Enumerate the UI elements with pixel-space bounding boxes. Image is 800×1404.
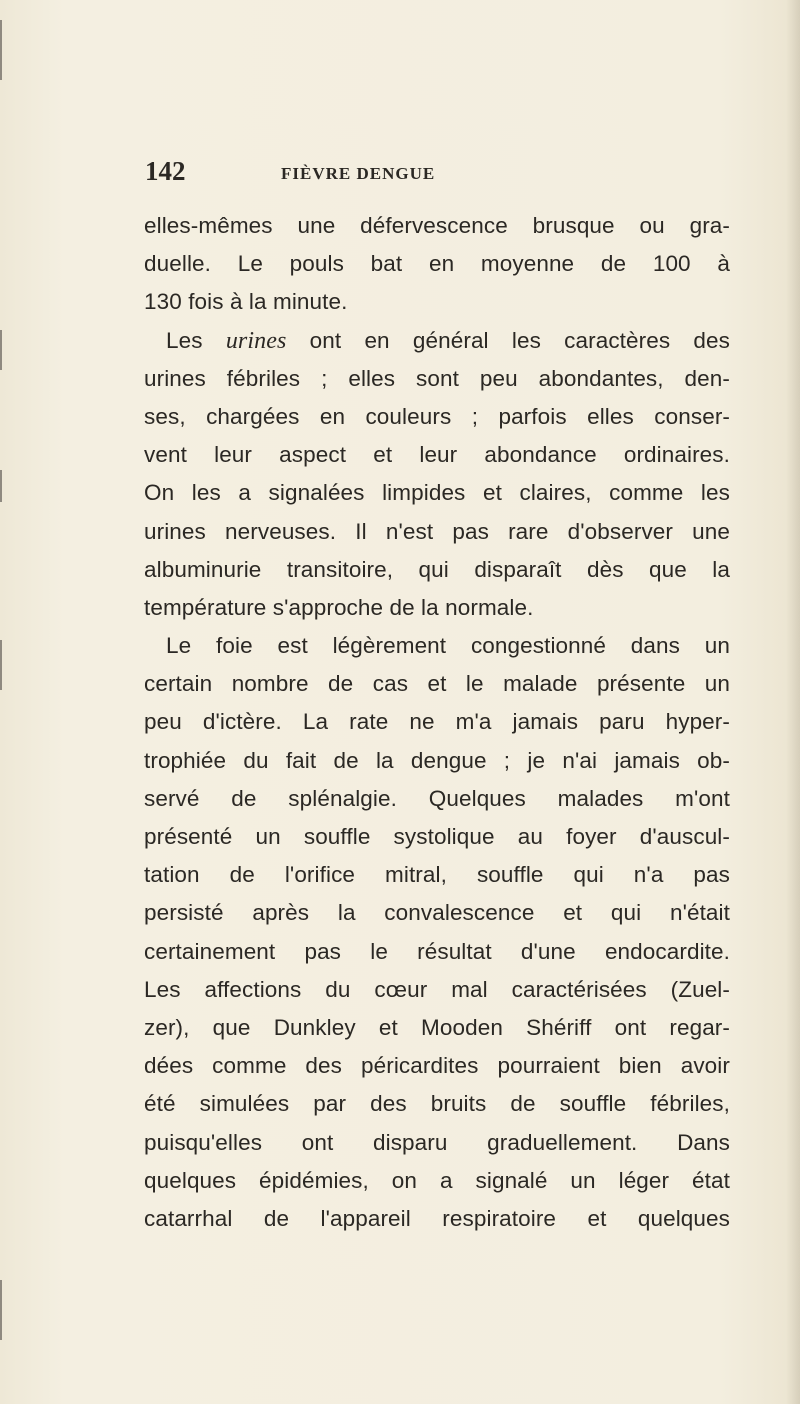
body-text	[144, 207, 730, 1238]
text-line: persisté après la convalescence et qui n'était	[144, 900, 730, 926]
text-line: urines fébriles ; elles sont peu abondantes, den-	[144, 365, 730, 391]
emphasis-urines: urines	[225, 327, 287, 354]
text-line: zer), que Dunkley et Mooden Shériff ont regar-	[144, 1014, 730, 1040]
text-line: trophiée du fait de la dengue ; je n'ai jamais ob-	[144, 747, 730, 773]
text-line: 130 fois à la minute.	[144, 289, 348, 315]
text-line: albuminurie transitoire, qui disparaît dès que la	[144, 556, 730, 582]
text-line: certain nombre de cas et le malade présente un	[144, 671, 730, 697]
page-edge-shadow	[786, 0, 800, 1404]
text-line: urines nerveuses. Il n'est pas rare d'observer une	[144, 518, 730, 544]
page-header	[145, 156, 725, 196]
text-fragment: Les	[166, 327, 226, 353]
text-line: dées comme des péricardites pourraient bien avoir	[144, 1053, 730, 1079]
running-head: FIÈVRE DENGUE	[281, 164, 436, 183]
binding-mark	[0, 1280, 2, 1340]
text-line-with-emphasis	[144, 322, 730, 360]
text-line: puisqu'elles ont disparu graduellement. Dans	[144, 1129, 730, 1155]
binding-mark	[0, 330, 2, 370]
binding-mark	[0, 470, 2, 502]
text-line: quelques épidémies, on a signalé un léger état	[144, 1167, 730, 1193]
binding-mark	[0, 20, 2, 80]
text-line: duelle. Le pouls bat en moyenne de 100 à	[144, 251, 730, 277]
text-line: elles-mêmes une défervescence brusque ou gra-	[144, 213, 730, 238]
text-line: peu d'ictère. La rate ne m'a jamais paru hyper-	[144, 709, 730, 735]
page-number: 142	[145, 156, 186, 186]
text-line: tation de l'orifice mitral, souffle qui n'a pas	[144, 862, 730, 888]
binding-mark	[0, 640, 2, 690]
text-line: vent leur aspect et leur abondance ordinaires.	[144, 442, 730, 468]
text-line: été simulées par des bruits de souffle fébriles,	[144, 1091, 730, 1117]
text-line: servé de splénalgie. Quelques malades m'ont	[144, 785, 730, 811]
text-line: On les a signalées limpides et claires, comme les	[144, 480, 730, 506]
text-line: catarrhal de l'appareil respiratoire et quelques	[144, 1205, 730, 1231]
text-fragment: ont en général les caractères des	[286, 327, 730, 353]
text-line: certainement pas le résultat d'une endocardite.	[144, 938, 730, 964]
text-line: Les affections du cœur mal caractérisées (Zuel-	[144, 976, 730, 1002]
text-line: ses, chargées en couleurs ; parfois elles conser-	[144, 403, 730, 429]
text-line: température s'approche de la normale.	[144, 594, 534, 620]
text-line: présenté un souffle systolique au foyer d'auscul-	[144, 824, 730, 849]
text-line: Le foie est légèrement congestionné dans un	[166, 633, 730, 659]
